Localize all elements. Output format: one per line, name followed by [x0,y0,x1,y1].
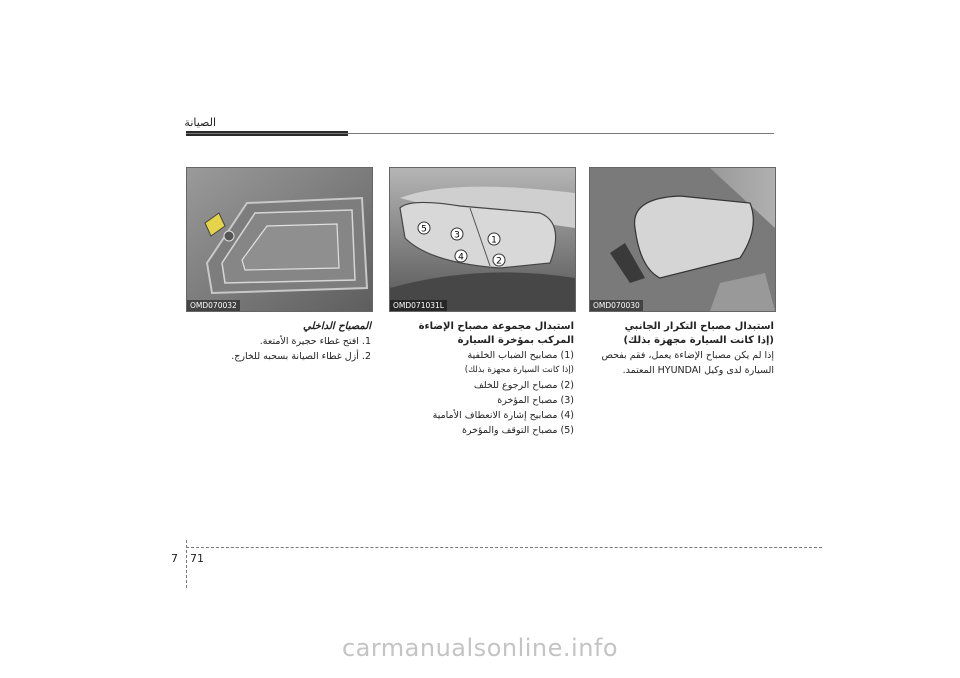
list-item: (2) مصباح الرجوع للخلف [473,380,574,391]
section-body: إذا لم يكن مصباح الإضاءة يعمل، فقم بفحص السيارة لدى وكيل HYUNDAI المعتمد. [601,350,774,376]
footer-rule [186,547,822,548]
marker-5: 5 [421,224,427,235]
section-heading: استبدال مصباح التكرار الجانبي [624,321,774,332]
watermark: carmanualsonline.info [341,634,619,662]
chapter-number: 7 [171,552,178,565]
photo-code: OMD070032 [187,300,240,311]
trunk-cover-illustration [187,168,372,311]
list-item-note: (إذا كانت السيارة مجهزة بذلك) [464,365,574,375]
photo-trunk-cover [186,167,373,312]
section-heading: استبدال مجموعة مصباح الإضاءة المركب بمؤخرة السيارة [418,321,574,346]
marker-3: 3 [454,230,460,241]
section-subheading: (إذا كانت السيارة مجهزة بذلك) [623,335,774,346]
list-item: (3) مصباح المؤخرة [497,395,574,406]
photo-code: OMD071031L [390,300,447,311]
marker-1: 1 [491,235,497,246]
list-item: (4) مصابيح إشارة الانعطاف الأمامية [432,410,574,421]
list-item: (1) مصابيح الضباب الخلفية [467,350,574,361]
section-side-repeater [589,320,774,378]
photo-code: OMD070030 [590,300,643,311]
step-item: 2. أزل غطاء الصيانة بسحبه للخارج. [231,351,371,362]
section-interior-lamp [186,320,371,364]
section-rear-combination-lamp [389,320,574,438]
header-rule [186,133,774,134]
page-number: 71 [190,552,204,565]
photo-rear-lamp [389,167,576,312]
step-item: 1. افتح غطاء حجيرة الأمتعة. [259,336,371,347]
photo-side-mirror [589,167,776,312]
lamp-markers [390,168,575,311]
side-mirror-illustration [590,168,775,311]
footer-divider [186,540,187,588]
marker-4: 4 [458,252,464,263]
list-item: (5) مصباح التوقف والمؤخرة [461,425,574,436]
header-title: الصيانة [184,116,216,129]
section-heading: المصباح الداخلي [303,321,371,332]
marker-2: 2 [496,256,502,267]
